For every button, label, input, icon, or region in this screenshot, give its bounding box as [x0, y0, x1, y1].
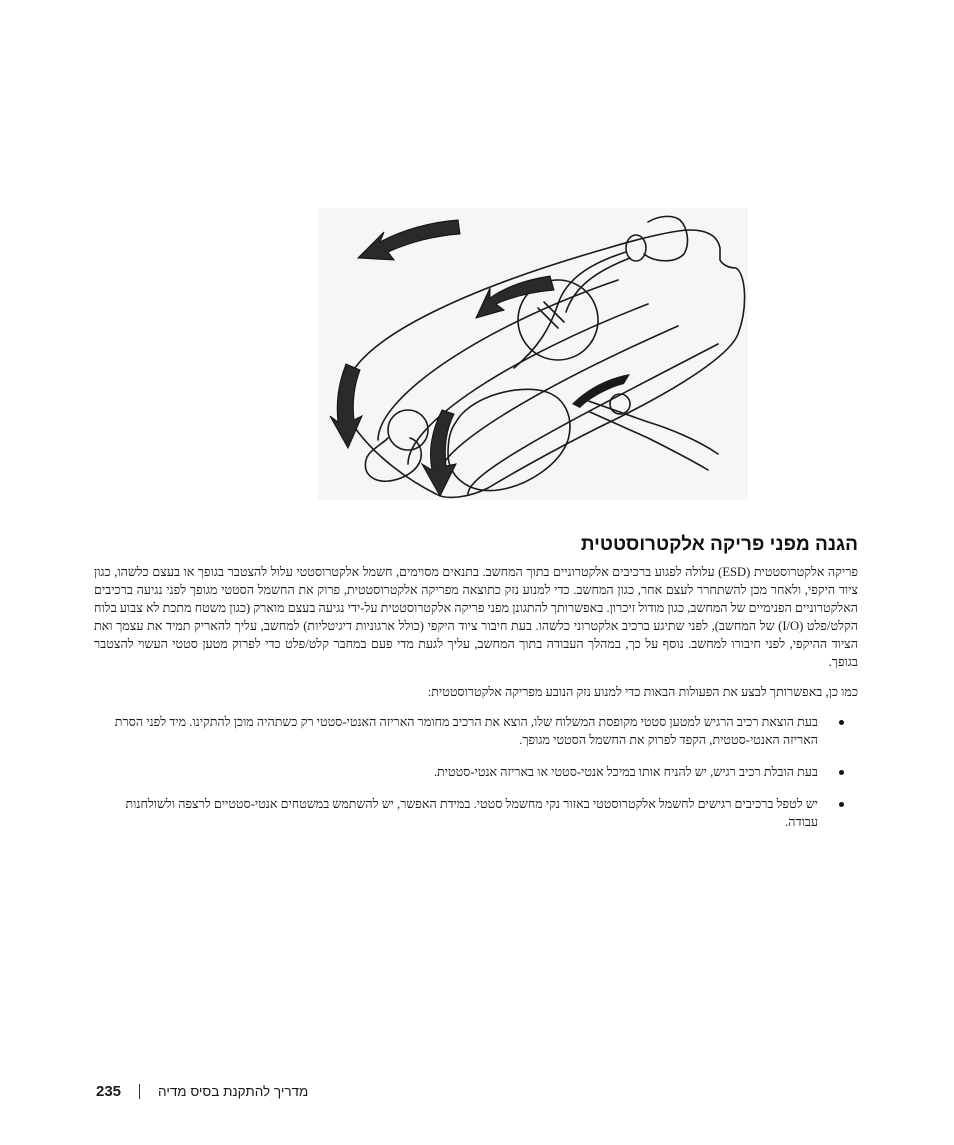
page-number: 235: [96, 1082, 122, 1100]
footer-title: מדריך להתקנת בסיס מדיה: [158, 1083, 309, 1099]
page-footer: [96, 1080, 696, 1102]
intro-paragraph: פריקה אלקטרוסטטית (ESD) עלולה לפגוע ברכיבים אלקטרוניים בתוך המחשב. בתנאים מסוימים, חשמל אלקטרוסטטי עלול להצטבר בגופך או בעצם כלשהו, כגון ציוד היקפי, ולאחר מכן להשתחרר לעצם אחר, כגון המחשב. כדי למנוע נזק כתוצאה מפריקה אלקטרוסטטית, פרוק את החשמל הסטטי מגופך לפני נגיעה ברכיבים האלקטרוניים הפנימיים של המחשב, כגון מודול זיכרון. באפשרותך להתגונן מפני פריקה אלקטרוסטטית על-ידי נגיעה בעצם מוארק (כגון משטח מתכת לא צבוע בלוח הקלט/פלט (I/O) של המחשב), לפני שתיגע ברכיב אלקטרוני כלשהו. בעת חיבור ציוד היקפי (כולל ארגוניות דיגיטליות) למחשב, עליך להאריק תמיד את עצמך ואת הציוד ההיקפי, לפני חיבורו למחשב. נוסף על כך, במהלך העבודה בתוך המחשב, עליך לגעת מדי פעם במחבר קלט/פלט כדי לפרוק מטען סטטי העשוי להצטבר בגופך.: [94, 565, 859, 669]
list-item-text: יש לטפל ברכיבים רגישים לחשמל אלקטרוסטטי באזור נקי מחשמל סטטי. במידת האפשר, יש להשתמש במשטחים אנטי-סטטיים לרצפה ולשולחנות עבודה.: [125, 797, 818, 829]
bullet-icon: [839, 720, 844, 725]
device-illustration: [318, 208, 748, 500]
precautions-list: [94, 713, 858, 845]
bullet-icon: [839, 802, 844, 807]
list-item: [94, 713, 858, 749]
bullets-lead-paragraph: כמו כן, באפשרותך לבצע את הפעולות הבאות כדי למנוע נזק הנובע מפריקה אלקטרוסטטית:: [427, 685, 858, 699]
list-item-text: בעת הוצאת רכיב הרגיש למטען סטטי מקופסת המשלוח שלו, הוצא את הרכיב מחומר האריזה האנטי-סטטי רק כשתהיה מוכן להתקינו. מיד לפני הסרת האריזה האנטי-סטטית, הקפד לפרוק את החשמל הסטטי מגופך.: [114, 715, 818, 747]
section-heading: הגנה מפני פריקה אלקטרוסטטית: [580, 534, 858, 555]
list-item: [94, 795, 858, 831]
list-item-text: בעת הובלת רכיב רגיש, יש להניח אותו במיכל אנטי-סטטי או באריזה אנטי-סטטית.: [433, 765, 818, 779]
bullet-icon: [839, 770, 844, 775]
footer-divider: [139, 1084, 140, 1099]
list-item: [94, 763, 858, 781]
